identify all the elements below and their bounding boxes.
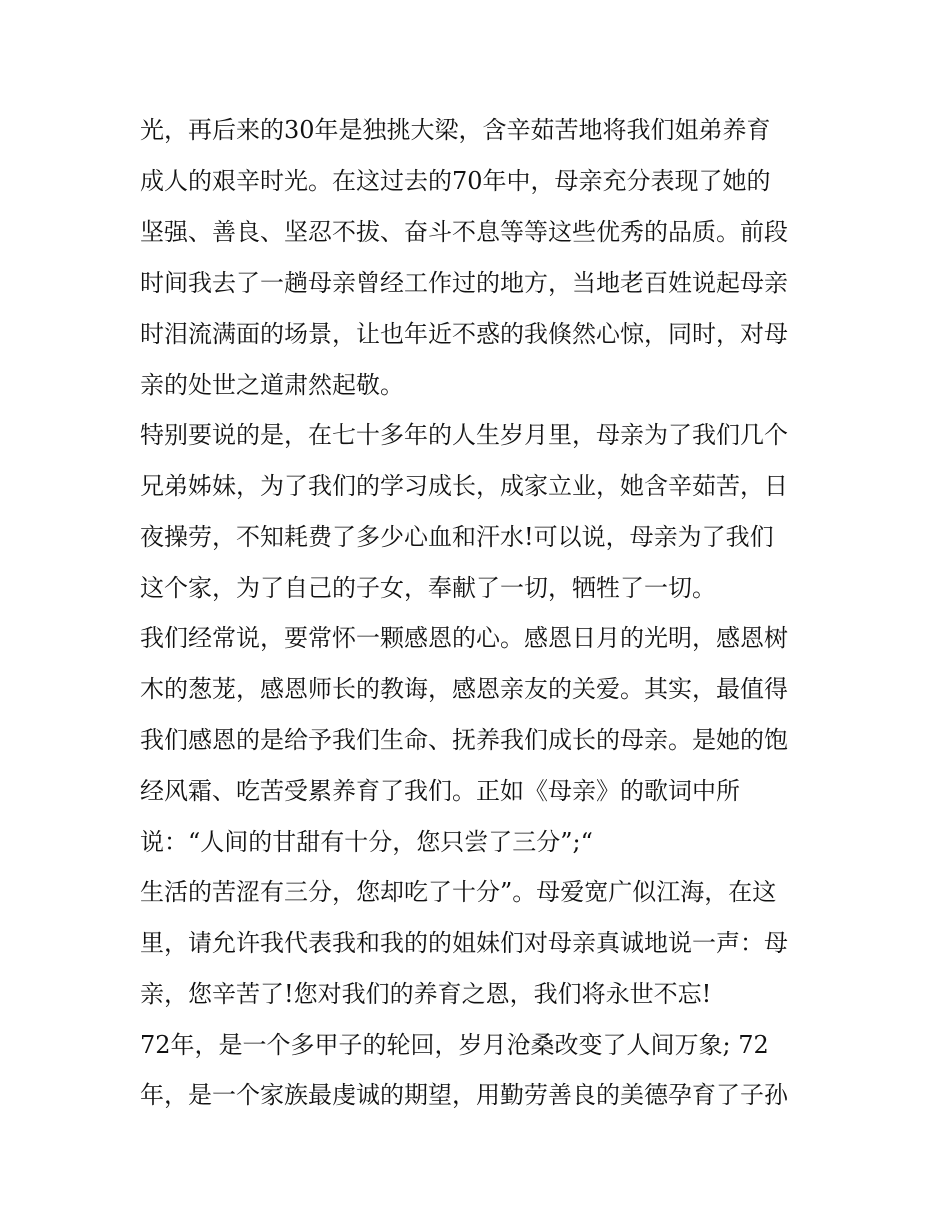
text-line-10: 这个家，为了自己的子女，奉献了一切，牺牲了一切。 [140,574,716,602]
text-line-1: 光，再后来的30年是独挑大梁，含辛茹苦地将我们姐弟养育 [140,116,771,144]
text-line-4: 时间我去了一趟母亲曾经工作过的地方，当地老百姓说起母亲 [140,269,788,297]
text-line-15: 说：“人间的甘甜有十分，您只尝了三分”;“ [140,828,593,856]
text-line-11: 我们经常说，要常怀一颗感恩的心。感恩日月的光明，感恩树 [140,624,788,652]
text-line-14: 经风霜、吃苦受累养育了我们。正如《母亲》的歌词中所 [140,777,740,805]
text-line-9: 夜操劳，不知耗费了多少心血和汗水!可以说，母亲为了我们 [140,523,774,551]
text-line-8: 兄弟姊妹，为了我们的学习成长，成家立业，她含辛茹苦，日 [140,472,788,500]
text-line-7: 特别要说的是，在七十多年的人生岁月里，母亲为了我们几个 [140,421,788,449]
text-line-18: 亲，您辛苦了!您对我们的养育之恩，我们将永世不忘! [140,980,712,1008]
text-line-2: 成人的艰辛时光。在这过去的70年中，母亲充分表现了她的 [140,167,771,195]
text-line-13: 我们感恩的是给予我们生命、抚养我们成长的母亲。是她的饱 [140,726,788,754]
text-line-5: 时泪流满面的场景，让也年近不惑的我倏然心惊，同时，对母 [140,320,788,348]
text-line-17: 里，请允许我代表我和我的的姐妹们对母亲真诚地说一声：母 [140,929,788,957]
text-line-16: 生活的苦涩有三分，您却吃了十分”。母爱宽广似江海，在这 [140,878,777,906]
text-line-20: 年，是一个家族最虔诚的期望，用勤劳善良的美德孕育了子孙 [140,1081,788,1109]
text-line-12: 木的葱茏，感恩师长的教诲，感恩亲友的关爱。其实，最值得 [140,675,788,703]
text-line-19: 72年，是一个多甲子的轮回，岁月沧桑改变了人间万象; 72 [140,1031,769,1059]
text-line-6: 亲的处世之道肃然起敬。 [140,371,404,399]
text-line-3: 坚强、善良、坚忍不拔、奋斗不息等等这些优秀的品质。前段 [140,218,788,246]
